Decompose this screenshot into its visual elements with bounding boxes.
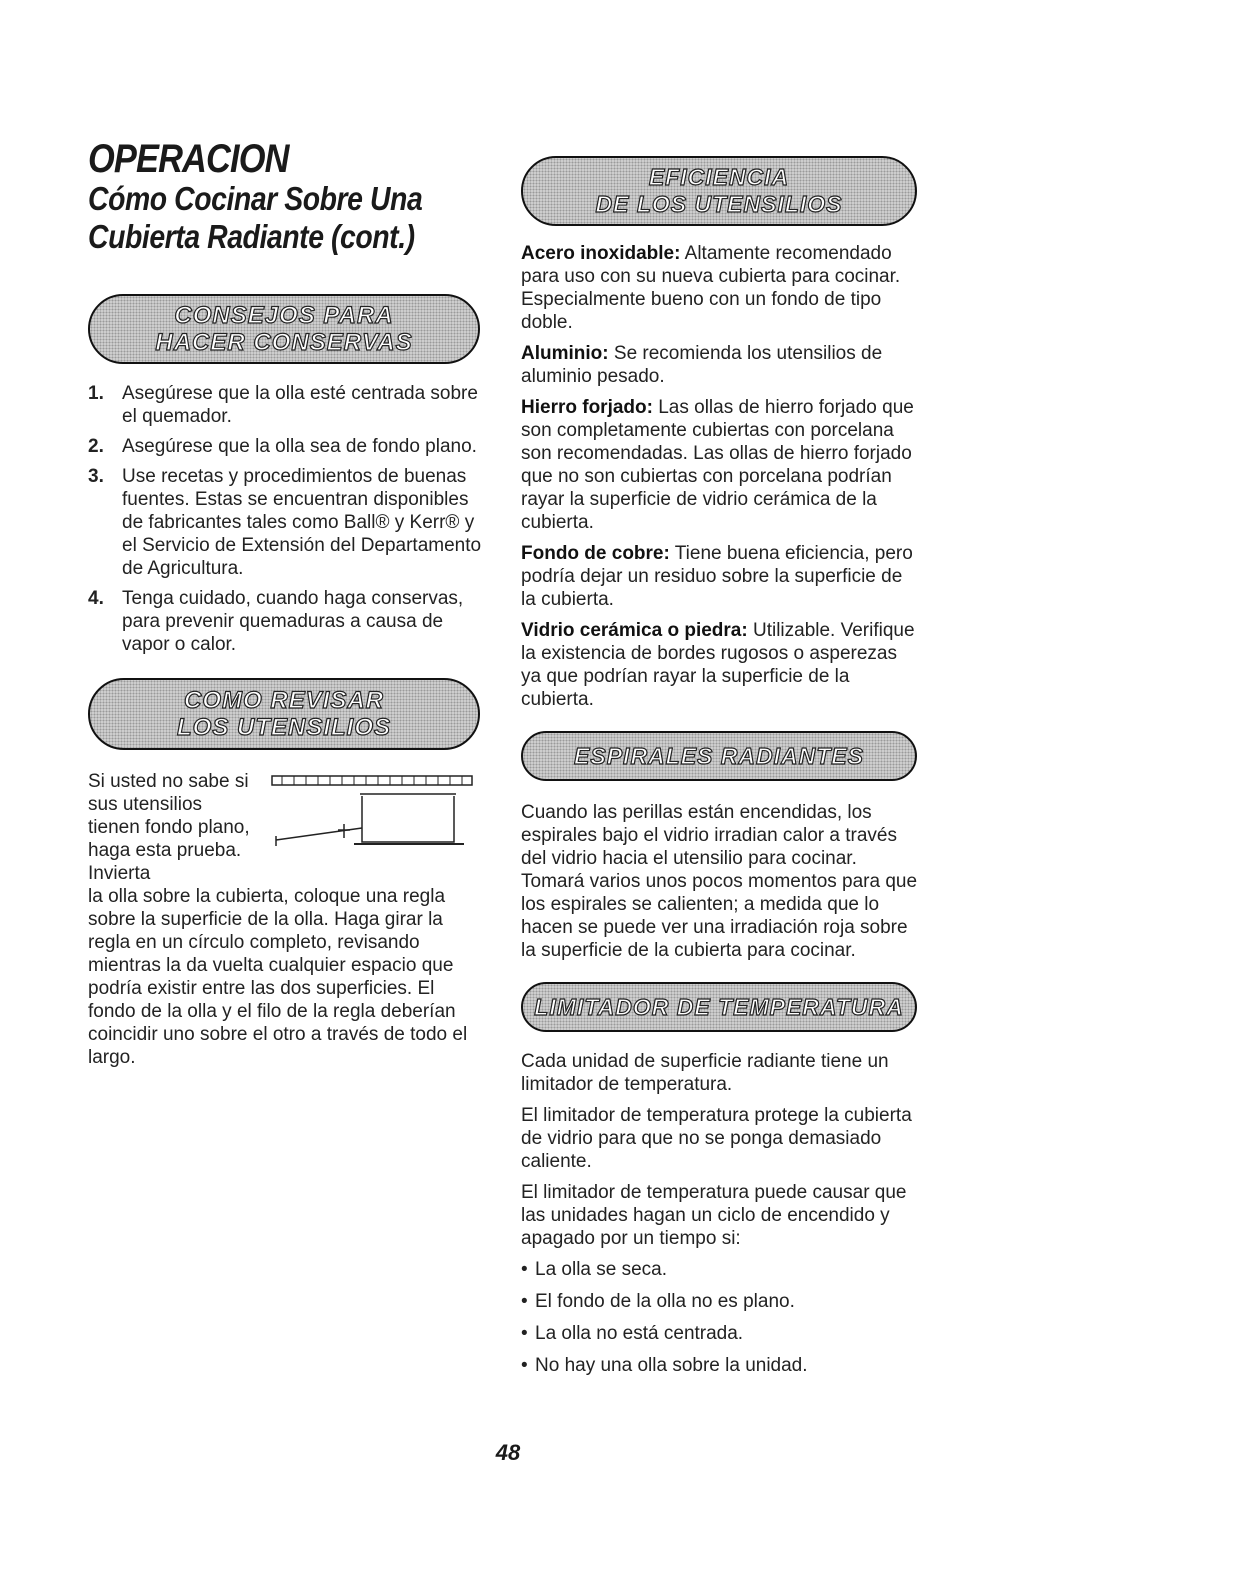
bullet-text: La olla no está centrada.	[535, 1323, 744, 1344]
efficiency-banner-line1: EFICIENCIA	[648, 164, 790, 190]
entry-text: Tiene buena eficiencia, pero podría dejar un residuo sobre la superficie de la cubierta.	[521, 543, 913, 610]
limiter-conditions-list	[521, 1258, 921, 1377]
step-number: 4.	[88, 588, 104, 609]
efficiency-section	[521, 242, 921, 711]
efficiency-entry	[521, 396, 921, 534]
entry-text: Utilizable. Verifique la existencia de bordes rugosos o asperezas ya que podrían rayar la superficie de la cubierta.	[521, 620, 915, 710]
step-text: Asegúrese que la olla sea de fondo plano.	[122, 436, 477, 457]
entry-label: Aluminio:	[521, 343, 609, 364]
test-body-text: la olla sobre la cubierta, coloque una regla sobre la superficie de la olla. Haga girar la regla en un círculo completo, revisando mientras la da vuelta cualquier espacio que podría existir entre las dos superficies. El fondo de la olla y el filo de la regla deberían coincidir uno sobre el otro a través de todo el largo.	[88, 886, 468, 1068]
bullet-text: La olla se seca.	[535, 1259, 668, 1280]
step-number: 2.	[88, 436, 104, 457]
radiant-coils-banner	[521, 731, 917, 781]
check-banner-line1: COMO REVISAR	[183, 687, 384, 714]
page-title: OPERACION	[88, 137, 289, 181]
coils-text: Cuando las perillas están encendidas, los espirales bajo el vidrio irradian calor a través del vidrio hacia el utensilio para cocinar. Tomará varios unos pocos momentos para que los espirales se calienten; a medida que lo hacen se puede ver una irradiación roja sobre la superficie de la cubierta para cocinar.	[521, 802, 918, 961]
step-text: Tenga cuidado, cuando haga conservas, para prevenir quemaduras a causa de vapor o calor.	[122, 588, 464, 655]
entry-label: Vidrio cerámica o piedra:	[521, 620, 748, 641]
coils-banner-text: ESPIRALES RADIANTES	[574, 742, 864, 769]
step-number: 3.	[88, 466, 104, 487]
bullet-text: El fondo de la olla no es plano.	[535, 1291, 795, 1312]
flat-bottom-test	[88, 770, 483, 1069]
list-item: • No hay una olla sobre la unidad.	[521, 1355, 808, 1376]
canning-tips-list	[88, 382, 483, 656]
entry-text: Altamente recomendado para uso con su nueva cubierta para cocinar. Especialmente bueno con un fondo de tipo doble.	[521, 243, 901, 333]
efficiency-banner-line2: DE LOS UTENSILIOS	[595, 191, 843, 217]
efficiency-entry	[521, 242, 921, 334]
efficiency-entry	[521, 342, 921, 388]
limiter-banner-text: LIMITADOR DE TEMPERATURA	[534, 993, 904, 1020]
limiter-paragraph: El limitador de temperatura protege la cubierta de vidrio para que no se ponga demasiado caliente.	[521, 1105, 912, 1172]
list-item	[88, 465, 483, 580]
canning-tips-banner	[88, 294, 480, 364]
entry-text: Se recomienda los utensilios de aluminio pesado.	[521, 343, 883, 387]
efficiency-entry	[521, 619, 921, 711]
bullet-text: No hay una olla sobre la unidad.	[535, 1355, 808, 1376]
list-item	[88, 587, 483, 656]
entry-label: Acero inoxidable:	[521, 243, 681, 264]
list-item: • La olla se seca.	[521, 1259, 668, 1280]
page-subtitle-line1: Cómo Cocinar Sobre Una	[88, 180, 423, 217]
canning-banner-line2: HACER CONSERVAS	[155, 329, 413, 356]
check-banner-line2: LOS UTENSILIOS	[176, 714, 391, 741]
page-number: 48	[495, 1440, 521, 1465]
list-item: • El fondo de la olla no es plano.	[521, 1291, 795, 1312]
limiter-paragraph: El limitador de temperatura puede causar que las unidades hagan un ciclo de encendido y apagado por un tiempo si:	[521, 1182, 907, 1249]
limiter-paragraph: Cada unidad de superficie radiante tiene un limitador de temperatura.	[521, 1051, 889, 1095]
efficiency-entry	[521, 542, 921, 611]
entry-text: Las ollas de hierro forjado que son completamente cubiertas con porcelana son recomendadas. Las ollas de hierro forjado que no son cubiertas con porcelana podrían rayar la superficie de vidrio cerámica de la cubierta.	[521, 397, 914, 533]
check-cookware-banner	[88, 678, 480, 750]
step-number: 1.	[88, 383, 104, 404]
list-item: • La olla no está centrada.	[521, 1323, 744, 1344]
canning-banner-line1: CONSEJOS PARA	[174, 302, 394, 329]
limiter-section	[521, 1050, 921, 1377]
ruler-pan-illustration	[268, 770, 488, 870]
step-text: Asegúrese que la olla esté centrada sobre el quemador.	[122, 383, 478, 427]
entry-label: Hierro forjado:	[521, 397, 653, 418]
right-column	[521, 156, 921, 1386]
entry-label: Fondo de cobre:	[521, 543, 670, 564]
left-column	[88, 138, 483, 1069]
temperature-limiter-banner	[521, 982, 917, 1032]
step-text: Use recetas y procedimientos de buenas fuentes. Estas se encuentran disponibles de fabricantes tales como Ball® y Kerr® y el Servicio de Extensión del Departamento de Agricultura.	[122, 466, 482, 579]
page-subtitle-line2: Cubierta Radiante (cont.)	[88, 218, 415, 255]
list-item	[88, 435, 483, 458]
cookware-efficiency-banner	[521, 156, 917, 226]
test-intro-text: Si usted no sabe si sus utensilios tienen fondo plano, haga esta prueba. Invierta	[88, 771, 250, 884]
list-item	[88, 382, 483, 428]
